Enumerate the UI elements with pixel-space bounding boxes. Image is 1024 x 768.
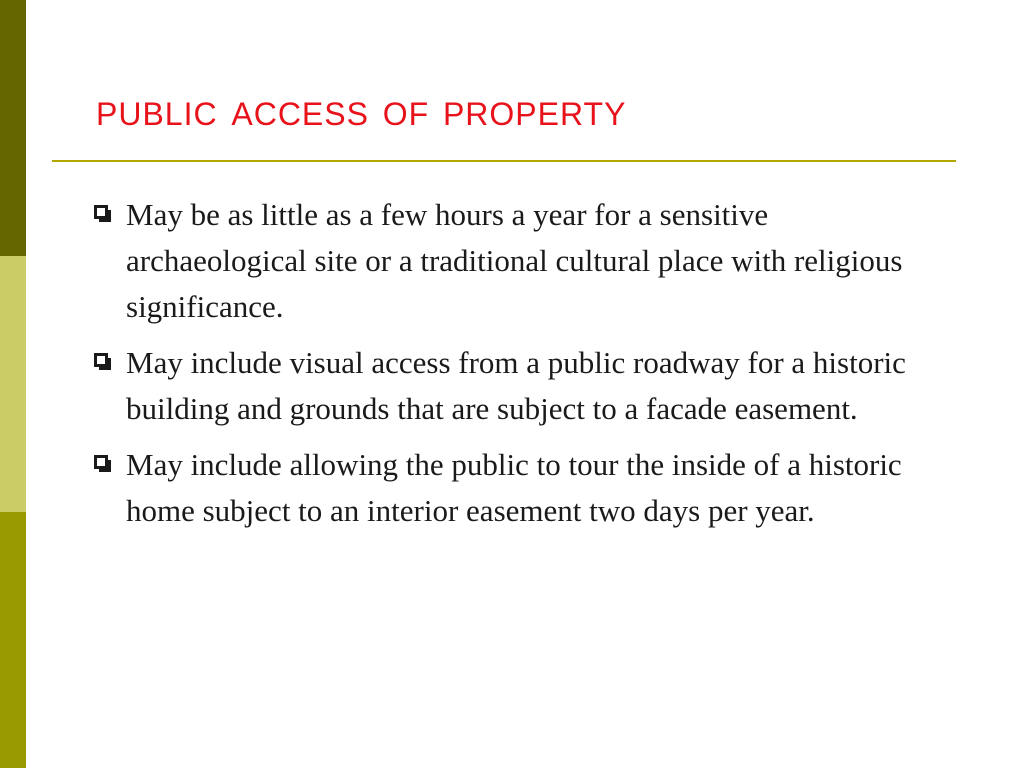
bullet-list xyxy=(90,192,950,544)
bullet-text: May be as little as a few hours a year for a sensitive archaeological site or a traditional cultural place with religious significance. xyxy=(126,197,903,324)
sidebar-segment-top xyxy=(0,0,26,256)
sidebar-segment-middle xyxy=(0,256,26,512)
title-divider xyxy=(52,160,956,162)
bullet-text: May include allowing the public to tour the inside of a historic home subject to an interior easement two days per year. xyxy=(126,447,902,528)
square-bullet-icon xyxy=(94,353,108,367)
decorative-sidebar xyxy=(0,0,26,768)
square-bullet-icon xyxy=(94,455,108,469)
slide-title: public access of property xyxy=(96,83,627,135)
sidebar-segment-bottom xyxy=(0,512,26,768)
bullet-text: May include visual access from a public roadway for a historic building and grounds that are subject to a facade easement. xyxy=(126,345,906,426)
square-bullet-icon xyxy=(94,205,108,219)
bullet-item xyxy=(90,442,950,534)
bullet-item xyxy=(90,340,950,432)
bullet-item xyxy=(90,192,950,330)
